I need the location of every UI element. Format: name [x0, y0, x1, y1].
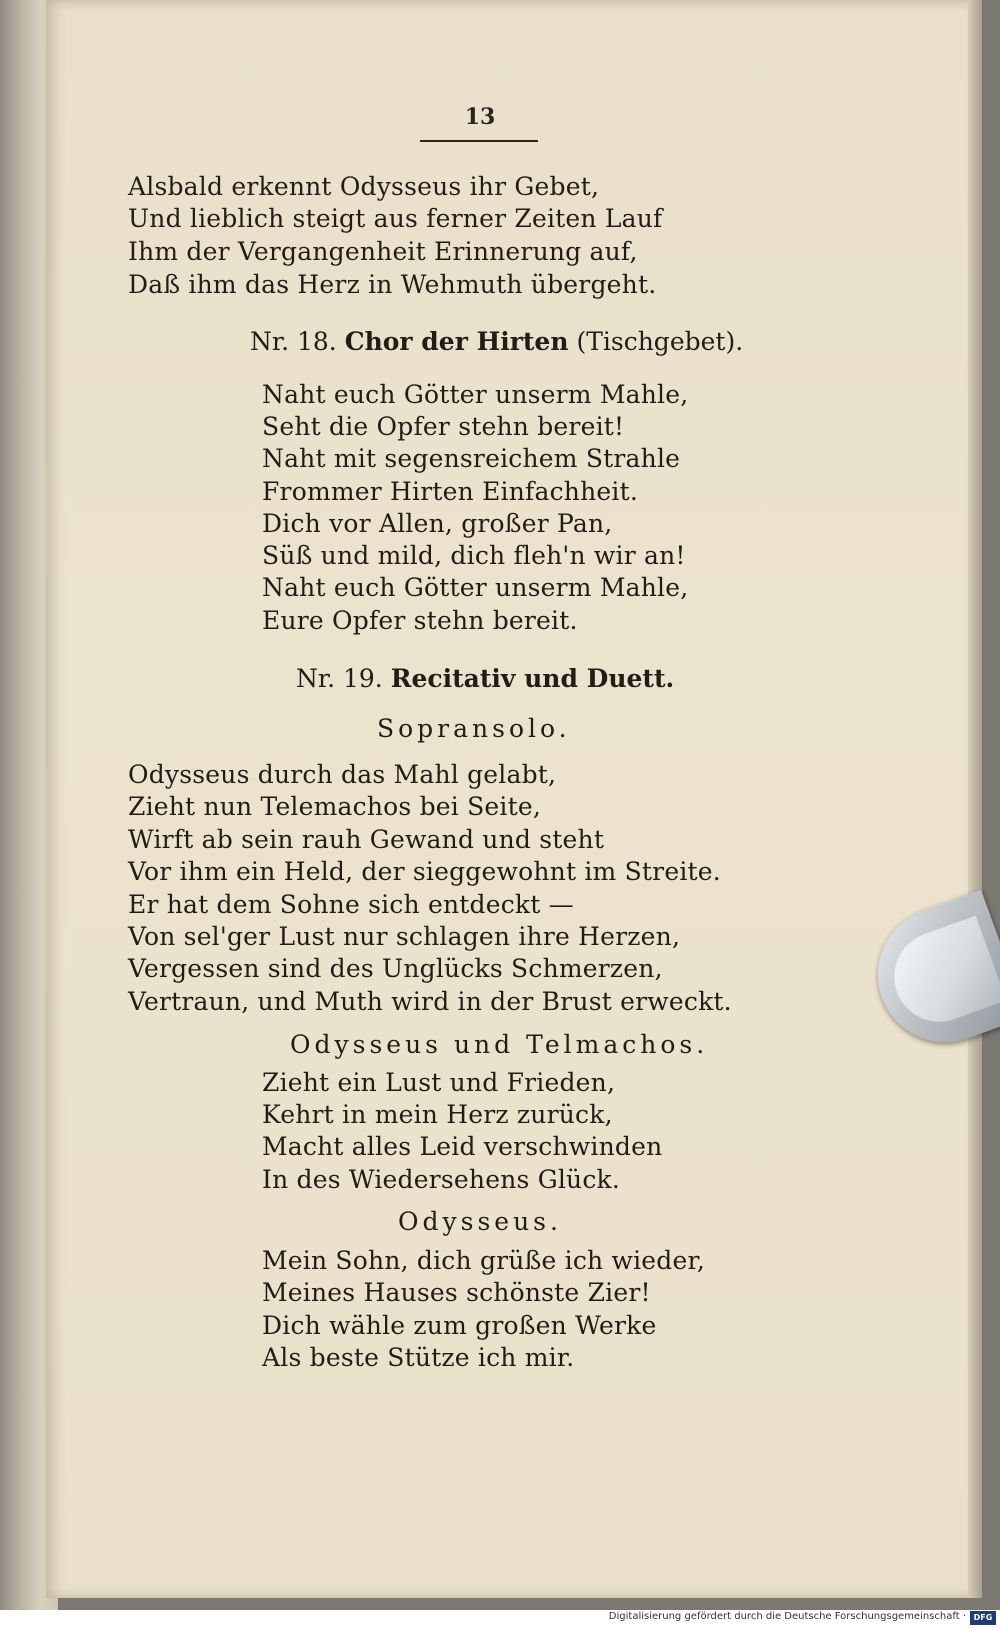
text-line: Mein Sohn, dich grüße ich wieder, [262, 1246, 706, 1275]
text-line: Er hat dem Sohne sich entdeckt — [128, 890, 574, 919]
text-line: Odysseus durch das Mahl gelabt, [128, 760, 557, 789]
text-line: Naht euch Götter unserm Mahle, [262, 573, 689, 602]
role-heading: Sopransolo. [377, 714, 571, 743]
role-heading: Odysseus. [398, 1207, 562, 1236]
text-line: Frommer Hirten Einfachheit. [262, 477, 638, 506]
text-line: Meines Hauses schönste Zier! [262, 1278, 651, 1307]
section-18-heading [250, 327, 743, 356]
section-title: Recitativ und Duett. [390, 664, 675, 693]
text-line: Zieht ein Lust und Frieden, [262, 1068, 616, 1097]
text-line: Dich wähle zum großen Werke [262, 1311, 657, 1340]
section-19-heading [296, 664, 674, 693]
page-number-rule [420, 140, 538, 142]
text-line: Kehrt in mein Herz zurück, [262, 1100, 613, 1129]
text-line: Vertraun, und Muth wird in der Brust erweckt. [128, 987, 732, 1016]
text-line: Macht alles Leid verschwinden [262, 1132, 663, 1161]
text-line: Naht euch Götter unserm Mahle, [262, 380, 689, 409]
page-number: 13 [464, 104, 496, 130]
text-line: Vergessen sind des Unglücks Schmerzen, [128, 954, 663, 983]
text-line: Daß ihm das Herz in Wehmuth übergeht. [128, 270, 657, 299]
text-line: Vor ihm ein Held, der sieggewohnt im Streite. [128, 857, 721, 886]
text-line: Eure Opfer stehn bereit. [262, 606, 578, 635]
text-line: Und lieblich steigt aus ferner Zeiten Lauf [128, 204, 663, 233]
text-line: Von sel'ger Lust nur schlagen ihre Herzen, [128, 922, 681, 951]
text-line: Wirft ab sein rauh Gewand und steht [128, 825, 605, 854]
text-line: Seht die Opfer stehn bereit! [262, 412, 625, 441]
text-line: In des Wiedersehens Glück. [262, 1165, 621, 1194]
text-line: Naht mit segensreichem Strahle [262, 444, 681, 473]
section-number: Nr. 19. [296, 664, 383, 693]
text-line: Als beste Stütze ich mir. [262, 1343, 575, 1372]
role-heading: Odysseus und Telmachos. [290, 1030, 709, 1059]
page-edge [968, 0, 982, 1598]
text-line: Süß und mild, dich fleh'n wir an! [262, 541, 686, 570]
section-title: Chor der Hirten [344, 327, 569, 356]
text-line: Alsbald erkennt Odysseus ihr Gebet, [128, 172, 600, 201]
section-number: Nr. 18. [250, 327, 337, 356]
text-line: Ihm der Vergangenheit Erinnerung auf, [128, 237, 638, 266]
dfg-logo: DFG [970, 1611, 996, 1625]
text-line: Dich vor Allen, großer Pan, [262, 509, 613, 538]
section-subtitle: (Tischgebet). [576, 327, 744, 356]
footer-credit: Digitalisierung gefördert durch die Deutsche Forschungsgemeinschaft · [608, 1611, 966, 1622]
text-line: Zieht nun Telemachos bei Seite, [128, 792, 542, 821]
